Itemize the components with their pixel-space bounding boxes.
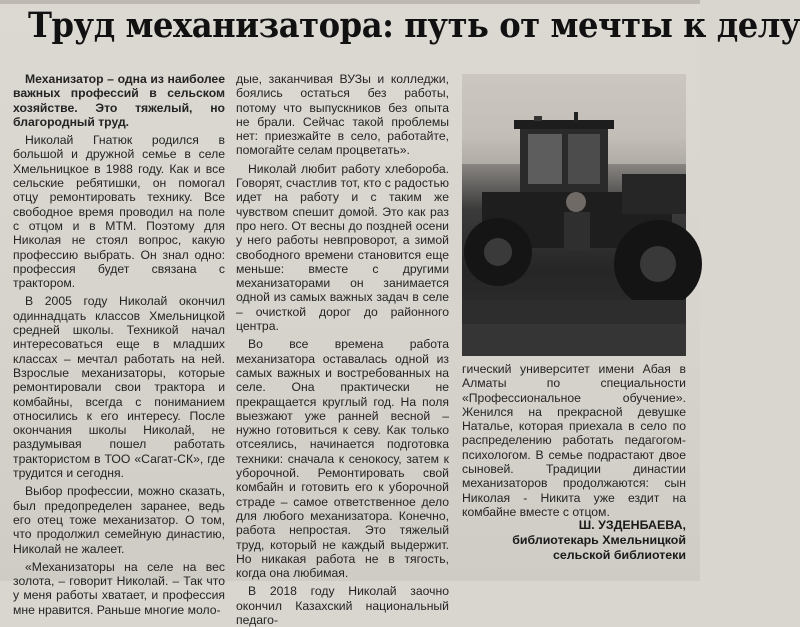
article-paragraph: Николай любит работу хлебороба. Говорят, счастлив тот, кто с радостью идет на работу и с таким же чувством спешит домой. Это как раз про него. От весны до поздней осени у него работы невпроворот, а зимой свободного времени становится еще меньше: вместе с другими механизаторами он занимается одной из самых важных задач в селе – очисткой дорог до районного центра. bbox=[236, 161, 449, 334]
article-column-2 bbox=[236, 72, 449, 627]
article-signature bbox=[486, 518, 686, 563]
article-paragraph: Николай Гнатюк родился в большой и дружной семье в селе Хмельницкое в 1988 году. Как и все сельские ребятишки, он помогал отцу ремонтировать технику. Все свободное время проводил на поле с отцом и в МТМ. Поэтому для Николая не стоял вопрос, какую профессию выбрать. Он знал одно: профессия будет связана с трактором. bbox=[13, 133, 225, 291]
author-position-line2: сельской библиотеки bbox=[553, 548, 686, 562]
article-lead-paragraph: Механизатор – одна из наиболее важных профессий в сельском хозяйстве. Это тяжелый, но благородный труд. bbox=[13, 72, 225, 129]
article-column-3 bbox=[462, 362, 686, 519]
article-headline: Труд механизатора: путь от мечты к делу bbox=[28, 5, 800, 46]
author-name: Ш. УЗДЕНБАЕВА, bbox=[578, 518, 686, 532]
article-column-1 bbox=[13, 72, 225, 617]
article-paragraph: В 2018 году Николай заочно окончил Казахский национальный педаго- bbox=[236, 584, 449, 627]
article-paragraph: «Механизаторы на селе на вес золота, – говорит Николай. – Так что у меня работы хватает, и профессия мне нравится. Раньше многие моло- bbox=[13, 559, 225, 617]
article-paragraph: Во все времена работа механизатора оставалась одной из самых важных и востребованных на селе. Она практически не прекращается круглый год. На поля выезжают уже ранней весной – нужно готовиться к севу. Как только отсеялись, начинается подготовка техники: сначала к сенокосу, затем к уборочной. Ремонтировать свой комбайн и готовить его к уборочной страде – самое ответственное дело для любого механизатора. Конечно, работа непростая. Это тяжелый труд, который не каждый выдержит. Но никакая работа не в тягость, когда она любимая. bbox=[236, 337, 449, 581]
author-position: библиотекарь Хмельницкой bbox=[512, 533, 686, 547]
tractor-photo bbox=[462, 74, 686, 356]
article-paragraph: Выбор профессии, можно сказать, был предопределен заранее, ведь его отец тоже механизатор. О том, что продолжил семейную династию, Николай не жалеет. bbox=[13, 484, 225, 556]
article-paragraph: гический университет имени Абая в Алматы по специальности «Профессиональное обучение». Женился на прекрасной девушке Наталье, которая приехала в село по распределению работать педагогом-психологом. В семье подрастают двое сыновей. Традиции династии механизаторов продолжаются: сын Николая - Никита уже ездит на комбайне вместе с отцом. bbox=[462, 362, 686, 519]
page-header-strip bbox=[0, 0, 700, 4]
tractor-illustration bbox=[462, 74, 686, 356]
article-paragraph: дые, заканчивая ВУЗы и колледжи, боялись остаться без работы, потому что выпускников без опыта не брали. Сейчас такой проблемы нет: приезжайте в село, работайте, помогайте селам процветать». bbox=[236, 72, 449, 158]
article-paragraph: В 2005 году Николай окончил одиннадцать классов Хмельницкой средней школы. Техникой начал интересоваться еще в младших классах – мечтал работать на ней. Взрослые механизаторы, которые ремонтировали свои трактора и комбайны, всегда с пониманием относились к его интересу. После окончания школы Николай, не раздумывая пошел работать трактористом в ТОО «Сагат-СК», где трудится и сегодня. bbox=[13, 294, 225, 481]
